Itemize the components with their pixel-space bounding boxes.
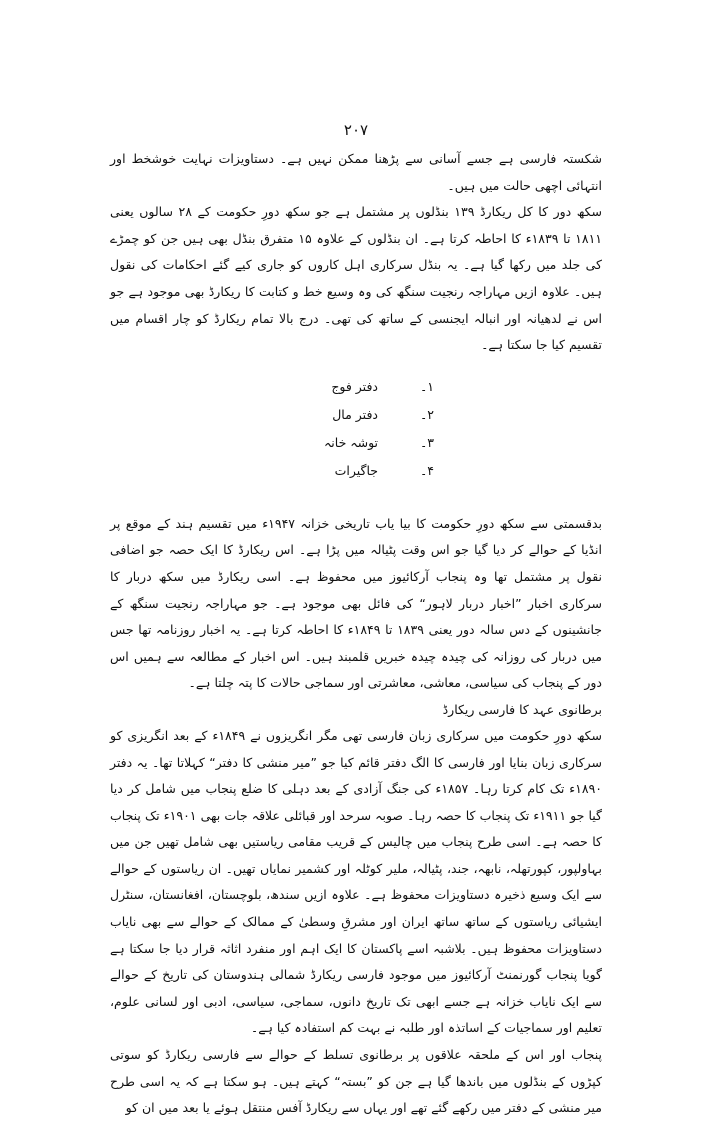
list-item	[110, 429, 602, 457]
page-number: ۲۰۷	[343, 121, 369, 139]
list-item-number: ۲۔	[419, 406, 434, 422]
paragraph-sikh-record: سکھ دور کا کل ریکارڈ ۱۳۹ بنڈلوں پر مشتمل ہے جو سکھ دورِ حکومت کے ۲۸ سالوں یعنی ۱۸۱۱ تا ۱۸۳۹ء کا احاطہ کرتا ہے۔ ان بنڈلوں کے علاوہ ۱۵ متفرق بنڈل بھی ہیں جن کو چمڑے کی جلد میں رکھا گیا ہے۔ یہ بنڈل سرکاری اہل کاروں کو جاری کیے گئے احکامات کی نقول ہیں۔ علاوہ ازیں مہاراجہ رنجیت سنگھ کی وہ وسیع خط و کتابت کا ریکارڈ بھی موجود ہے جو اس نے لدھیانہ اور انبالہ ایجنسی کے ساتھ کی تھی۔ درج بالا تمام ریکارڈ کو چار اقسام میں تقسیم کیا جا سکتا ہے۔	[110, 204, 603, 353]
paragraph-intro: شکستہ فارسی ہے جسے آسانی سے پڑھنا ممکن نہیں ہے۔ دستاویزات نہایت خوشخط اور انتہائی اچھی حالت میں ہیں۔	[110, 151, 602, 193]
paragraph-bundles: پنجاب اور اس کے ملحقہ علاقوں پر برطانوی تسلط کے حوالے سے فارسی ریکارڈ کو سوتی کپڑوں کے بنڈلوں میں باندھا گیا ہے جن کو ”بستہ“ کہتے ہیں۔ ہو سکتا ہے کہ یہ اسی طرح میر منشی کے دفتر میں رکھے گئے تھے اور یہاں سے ریکارڈ آفس منتقل ہوئے یا بعد میں ان کو	[110, 1047, 602, 1116]
list-item-text: توشہ خانہ	[323, 434, 378, 450]
section-heading: برطانوی عہد کا فارسی ریکارڈ	[442, 701, 602, 717]
list-item-number: ۱۔	[419, 378, 434, 394]
list-item-text: دفتر فوج	[331, 378, 378, 394]
list-item	[110, 401, 602, 429]
paragraph-british-era: سکھ دورِ حکومت میں سرکاری زبان فارسی تھی مگر انگریزوں نے ۱۸۴۹ء کے بعد انگریزی کو سرکاری زبان بنایا اور فارسی کا الگ دفتر قائم کیا جو ”میر منشی کا دفتر“ کہلاتا تھا۔ یہ دفتر ۱۸۹۰ء تک کام کرتا رہا۔ ۱۸۵۷ء کی جنگ آزادی کے بعد دہلی کا ضلع پنجاب میں شامل کر دیا گیا جو ۱۹۱۱ء تک پنجاب کا حصہ رہا۔ صوبہ سرحد اور قبائلی علاقہ جات بھی ۱۹۰۱ء تک پنجاب کا حصہ ہے۔ اسی طرح پنجاب میں چالیس کے قریب مقامی ریاستیں بھی شامل تھیں جن میں بہاولپور، کپورتھلہ، نابھہ، جند، پٹیالہ، ملیر کوٹلہ اور کشمیر نمایاں تھیں۔ ان ریاستوں کے حوالے سے ایک وسیع ذخیرہ دستاویزات محفوظ ہے۔ علاوہ ازیں سندھ، بلوچستان، افغانستان، سنٹرل ایشیائی ریاستوں کے ساتھ ساتھ ایران اور مشرقِ وسطیٰ کے ممالک کے حوالے سے بھی نایاب دستاویزات محفوظ ہیں۔ بلاشبہ اسے پاکستان کا ایک اہم اور منفرد اثاثہ قرار دیا جا سکتا ہے گویا پنجاب گورنمنٹ آرکائیوز میں موجود فارسی ریکارڈ شمالی ہندوستان کی تاریخ کے حوالے سے ایک نایاب خزانہ ہے جسے ابھی تک تاریخ دانوں، سماجی، سیاسی، ادبی اور لسانی علوم، تعلیم اور سماجیات کے اساتذہ اور طلبہ نے بہت کم استفادہ کیا ہے۔	[110, 727, 602, 1036]
list-item-text: جاگیرات	[334, 462, 378, 478]
list-item-text: دفتر مال	[332, 406, 378, 422]
list-item-number: ۳۔	[419, 434, 434, 450]
record-categories-list	[110, 373, 602, 485]
paragraph-partition: بدقسمتی سے سکھ دورِ حکومت کا بیا یاب تاریخی خزانہ ۱۹۴۷ء میں تقسیم ہند کے موقع پر انڈیا کے حوالے کر دیا گیا جو اس وقت پٹیالہ میں پڑا ہے۔ اس ریکارڈ کا ایک حصہ جو اضافی نقول پر مشتمل تھا وہ پنجاب آرکائیوز میں محفوظ ہے۔ اسی ریکارڈ میں سکھ دربار کا سرکاری اخبار ”اخبار دربار لاہور“ کی فائل بھی موجود ہے۔ جو مہاراجہ رنجیت سنگھ کے جانشینوں کے دس سالہ دور یعنی ۱۸۳۹ تا ۱۸۴۹ء کا احاطہ کرتا ہے۔ یہ اخبار روزنامہ تھا جس میں دربار کی روزانہ کی چیدہ چیدہ خبریں قلمبند ہیں۔ اس اخبار کے مطالعہ سے ہمیں اس دور کے پنجاب کی سیاسی، معاشی، معاشرتی اور سماجی حالات کا پتہ چلتا ہے۔	[110, 515, 603, 691]
list-item-number: ۴۔	[419, 462, 434, 478]
list-item	[110, 373, 602, 401]
list-item	[110, 457, 602, 485]
